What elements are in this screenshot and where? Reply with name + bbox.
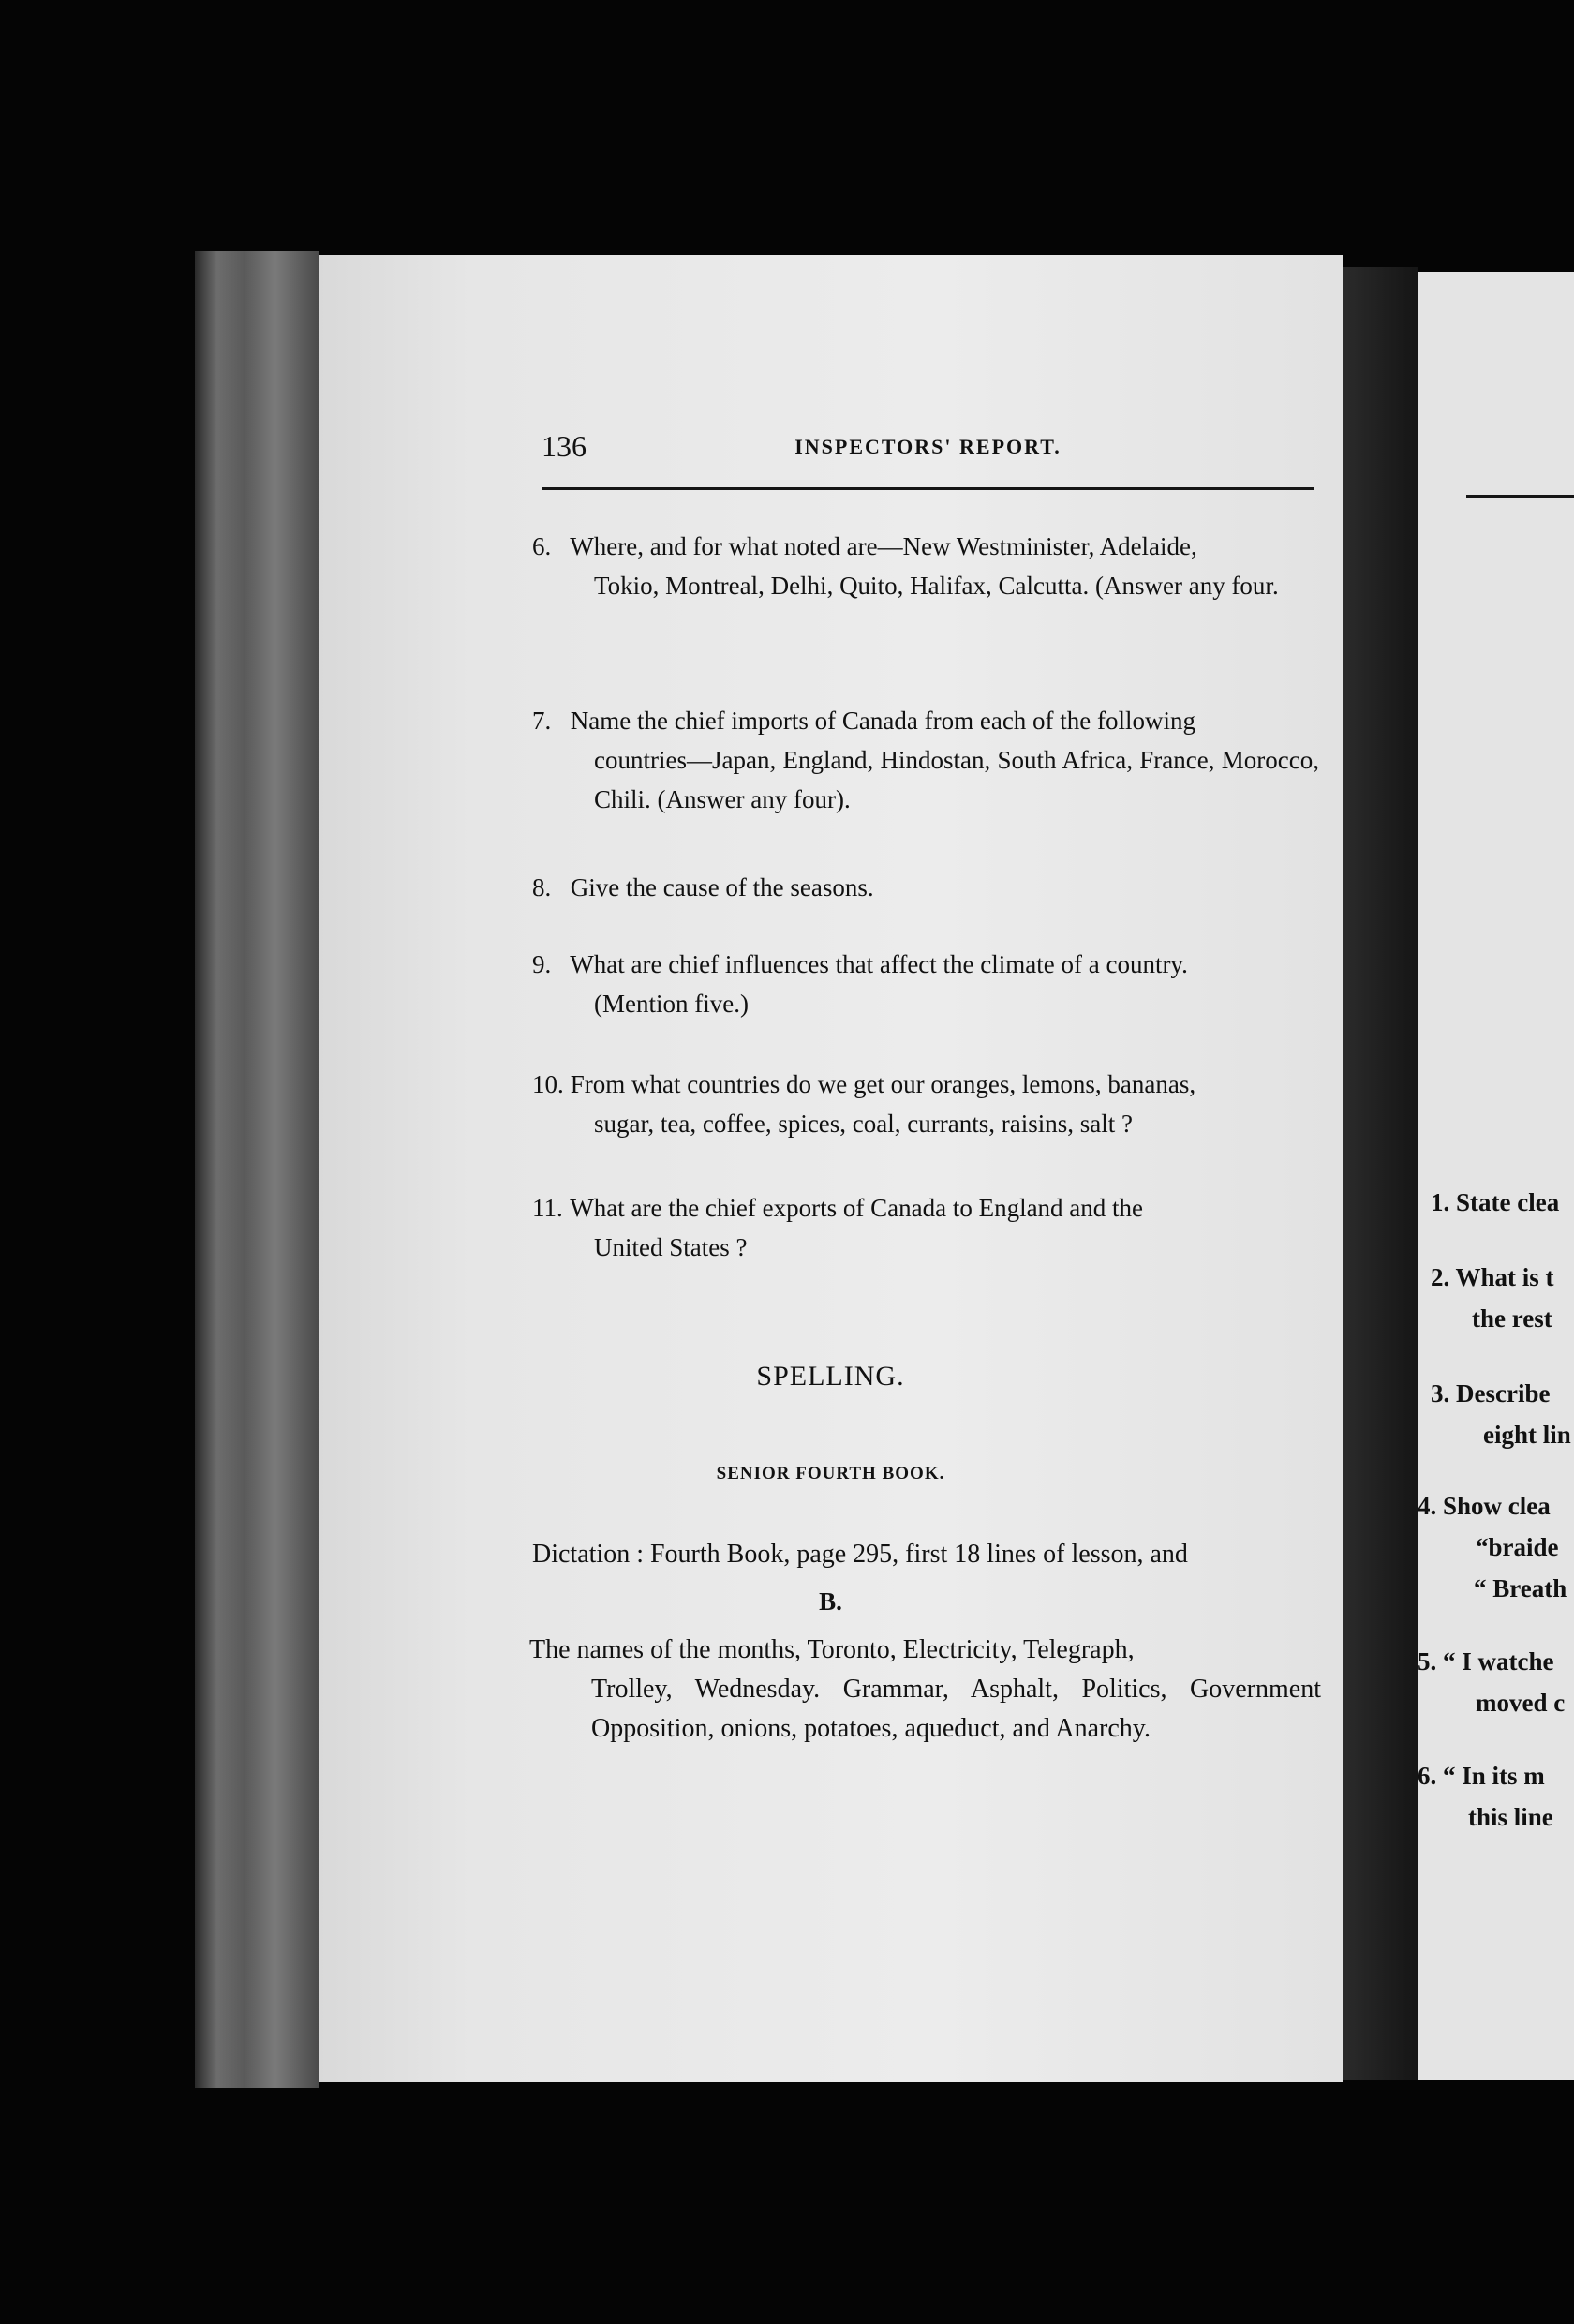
- part-marker: B.: [819, 1587, 842, 1616]
- spelling-list-first-line: The names of the months, Toronto, Electricity, Telegraph,: [529, 1635, 1135, 1664]
- question-10: [532, 1065, 1319, 1143]
- section-heading: SPELLING.: [756, 1361, 905, 1392]
- facing-page-rule: [1466, 495, 1574, 498]
- question-continuation: (Mention five.): [594, 990, 749, 1018]
- dictation-instruction: Dictation : Fourth Book, page 295, first 18 lines of lesson, and: [532, 1540, 1188, 1569]
- facing-page: [1418, 272, 1574, 2080]
- facing-page-line: this line: [1468, 1803, 1553, 1831]
- section-subheading: SENIOR FOURTH BOOK.: [716, 1464, 945, 1483]
- question-text: Name the chief imports of Canada from each of the following: [570, 707, 1196, 735]
- question-text: What are chief influences that affect the climate of a country.: [570, 950, 1188, 978]
- page-number: 136: [542, 429, 587, 463]
- question-11: [532, 1188, 1319, 1267]
- facing-page-line: 5. “ I watche: [1418, 1647, 1554, 1676]
- question-number: 9.: [532, 950, 552, 978]
- spelling-word-list: [529, 1631, 1321, 1749]
- question-text: What are the chief exports of Canada to England and the: [570, 1194, 1144, 1222]
- page: [319, 255, 1343, 2082]
- question-number: 10.: [532, 1070, 564, 1098]
- question-number: 7.: [532, 707, 552, 735]
- spelling-list-continuation: Trolley, Wednesday. Grammar, Asphalt, Politics, Government Opposition, onions, potatoes, aqueduct, and Anarchy.: [591, 1675, 1321, 1743]
- facing-page-line: 6. “ In its m: [1418, 1762, 1545, 1790]
- question-7: [532, 701, 1319, 819]
- book-gutter: [1343, 267, 1418, 2080]
- question-number: 6.: [532, 532, 552, 560]
- facing-page-line: eight lin: [1483, 1421, 1571, 1449]
- question-number: 11.: [532, 1194, 563, 1222]
- question-continuation: sugar, tea, coffee, spices, coal, currants, raisins, salt ?: [594, 1110, 1133, 1138]
- question-text: Give the cause of the seasons.: [570, 873, 874, 901]
- facing-page-line: 1. State clea: [1431, 1188, 1560, 1216]
- facing-page-line: 3. Describe: [1431, 1379, 1551, 1408]
- question-text: From what countries do we get our oranges, lemons, bananas,: [570, 1070, 1196, 1098]
- facing-page-line: moved c: [1476, 1689, 1566, 1717]
- question-8: [532, 868, 1319, 907]
- question-continuation: countries—Japan, England, Hindostan, South Africa, France, Morocco, Chili. (Answer any four).: [594, 746, 1319, 813]
- facing-page-line: 2. What is t: [1431, 1263, 1554, 1291]
- question-9: [532, 945, 1319, 1023]
- facing-page-line: 4. Show clea: [1418, 1492, 1551, 1520]
- running-head: [542, 429, 1314, 467]
- facing-page-line: the rest: [1472, 1304, 1552, 1333]
- question-text: Where, and for what noted are—New Westminister, Adelaide,: [570, 532, 1197, 560]
- question-continuation: Tokio, Montreal, Delhi, Quito, Halifax, Calcutta. (Answer any four.: [594, 572, 1279, 600]
- facing-page-line: “braide: [1476, 1533, 1559, 1561]
- facing-page-line: “ Breath: [1474, 1574, 1567, 1602]
- question-6: [532, 527, 1319, 605]
- running-head-title: INSPECTORS' REPORT.: [794, 435, 1062, 458]
- book-edge: [195, 251, 319, 2088]
- header-rule: [542, 487, 1314, 490]
- question-number: 8.: [532, 873, 552, 901]
- question-continuation: United States ?: [594, 1233, 748, 1261]
